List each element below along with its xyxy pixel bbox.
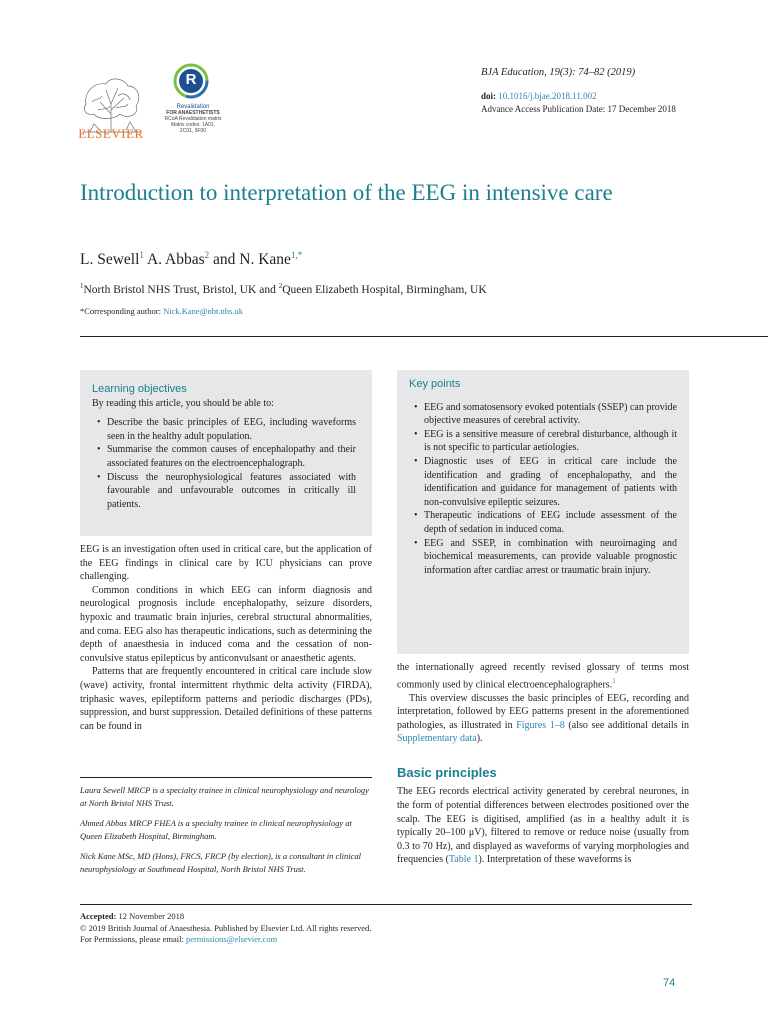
affiliation-mark: 2 [278,282,283,290]
author-affiliation-mark[interactable]: 2 [204,250,210,260]
advance-access-date: Advance Access Publication Date: 17 December 2018 [481,104,676,114]
revalidation-badge-letter: R [185,71,197,88]
paragraph-text: The EEG records electrical activity generated by cerebral neurones, in the form of potential differences between electrodes positioned over the scalp. The EEG is digitised, amplified (as in a healthy adult it is typically 20–100 μV), filtered to remove or reduce noise (usually from 0.3 to 70 Hz), and displayed as waveforms of varying morphologies and frequencies ( [397,786,689,866]
paragraph-text: the internationally agreed recently revised glossary of terms most commonly used by clinical electroencephalographers. [397,662,689,690]
caption-line: RCoA Revalidation matrix [164,116,222,122]
bio-name: Laura Sewell MRCP [80,785,151,795]
list-item: • Therapeutic indications of EEG include assessment of the depth of sedation in induced coma. [409,509,677,536]
paragraph-text: (also see additional details in [564,719,689,731]
accepted-label: Accepted: [80,911,117,921]
caption-line: Revalidation [176,104,210,110]
list-item: • EEG and SSEP, in combination with neuroimaging and biochemical measurements, can provide valuable prognostic information after cardiac arrest or traumatic brain injury. [409,537,677,578]
body-paragraph [397,692,689,746]
bio-divider [80,777,372,778]
caption-line: Matrix codes: 1A01, [170,122,216,128]
right-column-body [397,661,689,867]
paragraph-text: ). [476,733,483,745]
doi-link[interactable]: 10.1016/j.bjae.2018.11.002 [498,91,597,101]
author-bio [80,850,372,875]
page-number: 74 [663,977,676,989]
key-points-list [409,401,677,578]
paragraph-text: This overview discusses the basic principles of EEG, recording and interpretation, followed by EEG patterns present in the aforementioned pathologies, as illustrated in [397,692,689,731]
author-affiliation-mark[interactable]: 1,* [290,250,303,260]
permissions-label: For Permissions, please email: [80,934,187,944]
learning-objectives-box [80,370,372,536]
list-item: • Diagnostic uses of EEG in critical care include the identification and grading of encephalopathy, and the identification and guidance for management of patients with non-convulsive epileptic seizures. [409,455,677,509]
supplementary-data-link[interactable]: Supplementary data [397,733,477,745]
author-bio [80,784,372,809]
bio-text: (by election), is a consultant in clinical neurophysiology at Southmead Hospital, North Bristol NHS Trust. [80,851,362,874]
list-item: • Discuss the neurophysiological features associated with favourable and unfavourable outcomes in critically ill patients. [92,471,356,512]
author-name: A. Abbas [146,251,205,269]
body-paragraph: Common conditions in which EEG can inform diagnosis and neurological prognosis include encephalopathy, seizure disorders, hypoxic and traumatic brain injuries, cerebral structural abnormalities, and coma. EEG also has therapeutic indications, such as determining the depth of anaesthesia in induced coma and the cessation of non-convulsive status epilepticus by anticonvulsant or anaesthetic agents. [80,584,372,664]
author-name: N. Kane [239,251,291,269]
affiliation-2: Queen Elizabeth Hospital, Birmingham, UK [282,283,487,296]
list-item: • EEG is a sensitive measure of cerebral disturbance, although it is not specific to particular aetiologies. [409,428,677,455]
journal-info [481,66,731,116]
affiliations [80,282,720,296]
key-points-box [397,370,689,654]
author-affiliation-mark[interactable]: 1 [139,250,144,260]
bio-name: Nick Kane MSc, MD (Hons), FRCS, FRCP [80,851,226,861]
list-item: • Summarise the common causes of encephalopathy and their associated features on the electroencephalograph. [92,443,356,470]
footer-notes [80,911,371,946]
bio-text: is a specialty trainee in clinical neurophysiology at Queen Elizabeth Hospital, Birmingham. [80,818,352,841]
permissions-email-link[interactable]: permissions@elsevier.com [186,934,278,944]
key-points-title: Key points [409,378,461,390]
learning-objectives-title: Learning objectives [92,383,187,395]
copyright-text: © 2019 British Journal of Anaesthesia. Published by Elsevier Ltd. All rights reserved. [80,922,372,933]
doi-label: doi: [481,91,497,101]
learning-objectives-list [92,416,356,511]
article-title: Introduction to interpretation of the EEG in intensive care [80,180,613,205]
section-divider [80,336,768,337]
table-link[interactable]: Table 1 [448,854,479,866]
caption-line: FOR ANAESTHETISTS [166,110,220,116]
learning-objectives-intro: By reading this article, you should be able to: [92,397,274,409]
list-item: • EEG and somatosensory evoked potentials (SSEP) can provide objective measures of cerebral activity. [409,401,677,428]
accepted-date: 12 November 2018 [116,911,185,921]
left-column-body [80,543,372,733]
affiliation-1: North Bristol NHS Trust, Bristol, UK and [83,283,279,296]
revalidation-caption [158,104,228,134]
author-name: L. Sewell [80,251,140,269]
body-paragraph: Patterns that are frequently encountered in critical care include slow (wave) activity, frontal intermittent rhythmic delta activity (FIRDA), triphasic waves, epileptiform patterns and periodic discharges (PDs), suppression, and burst suppression. Detailed definitions of these patterns can be found in [80,666,372,732]
corresponding-author [80,306,243,316]
section-heading: Basic principles [397,764,497,780]
author-list [80,250,720,269]
publisher-name: ELSEVIER [78,126,144,141]
paragraph-text: ). Interpretation of these waveforms is [478,854,632,866]
reference-link[interactable]: 1 [612,676,616,685]
body-paragraph [397,661,689,692]
bio-text: is a specialty trainee in clinical neurophysiology and neurology at North Bristol NHS Trust. [80,785,369,808]
author-separator: and [209,251,240,269]
corresponding-label: *Corresponding author: [80,306,164,316]
corresponding-email-link[interactable]: Nick.Kane@nbt.nhs.uk [163,306,243,316]
list-item: • Describe the basic principles of EEG, including waveforms seen in the healthy adult population. [92,416,356,443]
footer-divider [80,904,692,905]
figures-link[interactable]: Figures 1–8 [516,719,565,731]
body-paragraph [397,785,689,867]
author-bios [80,784,372,883]
caption-line: 2C01, 3F00 [179,128,207,134]
author-bio [80,817,372,842]
body-paragraph: EEG is an investigation often used in critical care, but the application of the EEG findings in clinical care by ICU physicians can prove challenging. [80,544,372,583]
bio-name: Ahmed Abbas MRCP FHEA [80,818,176,828]
affiliation-mark: 1 [80,282,84,290]
journal-citation: BJA Education, 19(3): 74–82 (2019) [481,67,636,78]
